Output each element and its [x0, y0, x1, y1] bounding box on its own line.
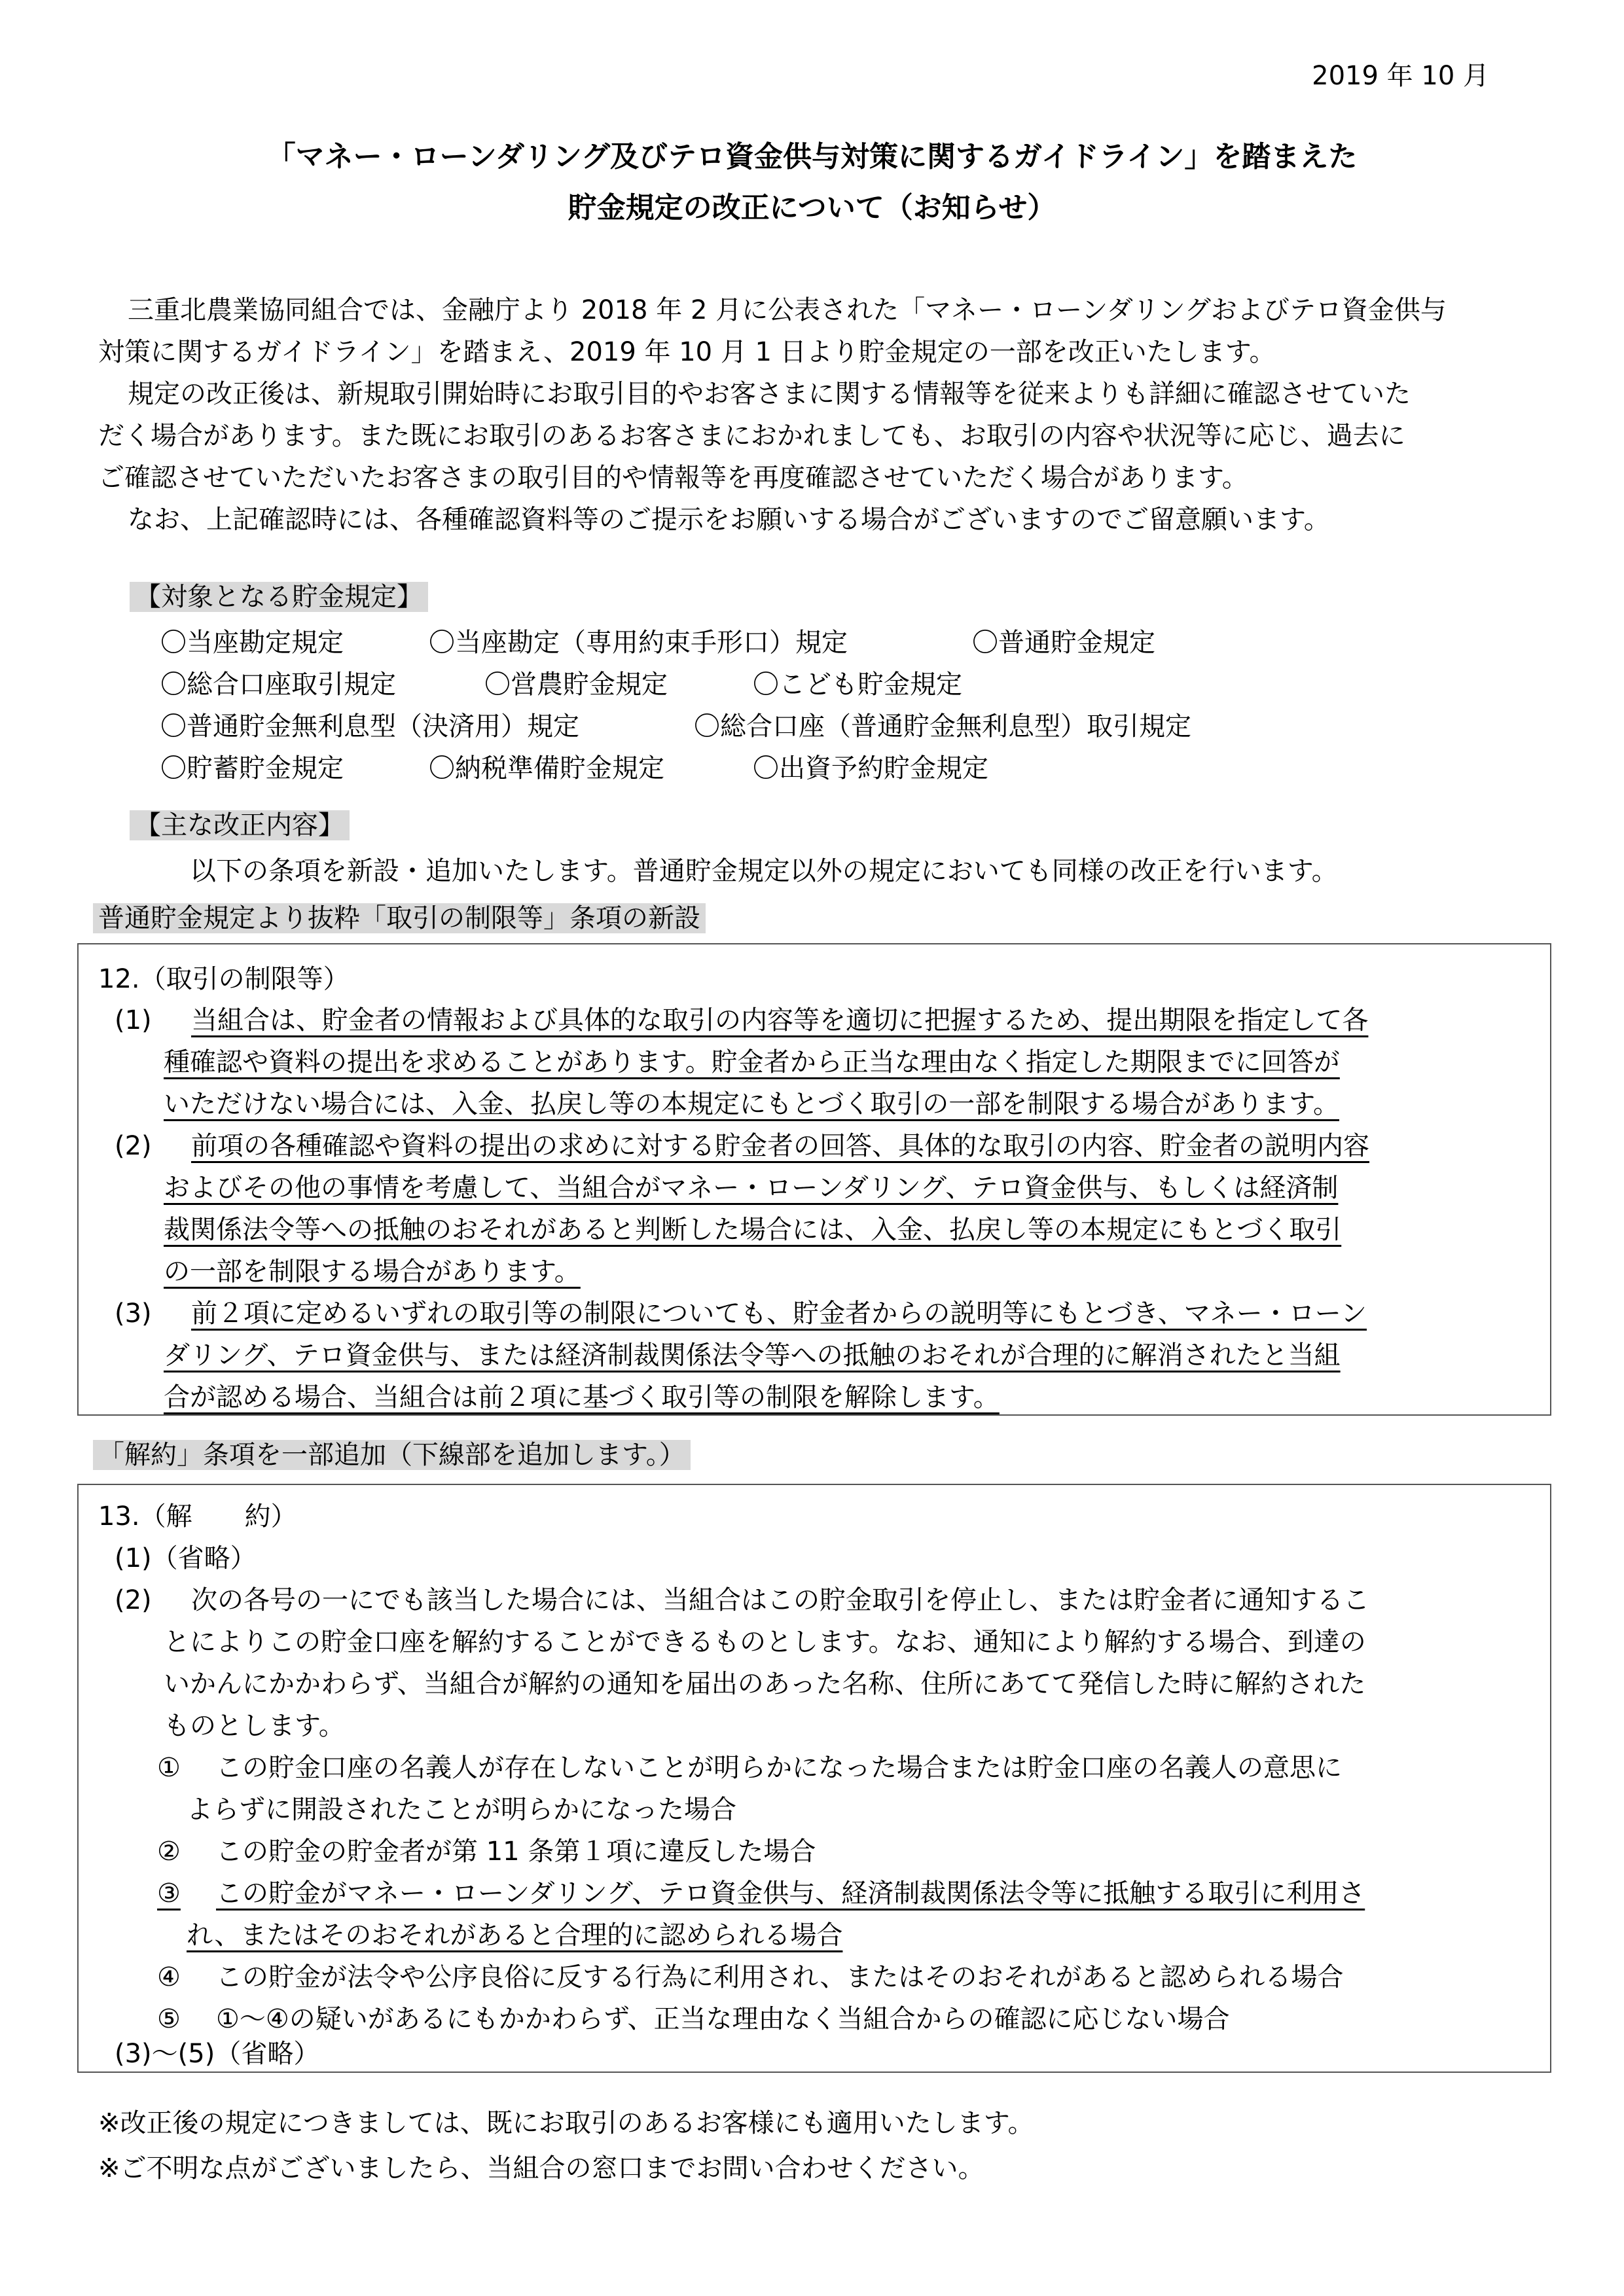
regulation-item: 〇総合口座（普通貯金無利息型）取引規定 — [694, 711, 1191, 742]
main-changes-heading: 【主な改正内容】 — [130, 810, 350, 840]
target-regulations-heading: 【対象となる貯金規定】 — [130, 582, 428, 612]
intro-p2-line1: 規定の改正後は、新規取引開始時にお取引目的やお客さまに関する情報等を従来よりも詳細に確認させていた — [128, 379, 1411, 409]
clause-text: ものとします。 — [164, 1711, 345, 1741]
regulation-item: 〇出資予約貯金規定 — [753, 753, 988, 783]
intro-p1-line2: 対策に関するガイドライン」を踏まえ、2019 年 10 月 1 日より貯金規定の一部を改正いたします。 — [98, 337, 1276, 367]
clause-text: とによりこの貯金口座を解約することができるものとします。なお、通知により解約する場合、到達の — [164, 1627, 1366, 1657]
clause-text: 当組合は、貯金者の情報および具体的な取引の内容等を適切に把握するため、提出期限を指定して各 — [191, 1005, 1369, 1035]
regulation-item: 〇普通貯金規定 — [972, 628, 1155, 658]
clause-text: いかんにかかわらず、当組合が解約の通知を届出のあった名称、住所にあてて発信した時に解約された — [164, 1669, 1366, 1699]
clause-text: ①～④の疑いがあるにもかかわらず、正当な理由なく当組合からの確認に応じない場合 — [216, 2004, 1230, 2034]
clause-text: 前２項に定めるいずれの取引等の制限についても、貯金者からの説明等にもとづき、マネー・ローン — [191, 1299, 1367, 1329]
clause-text: この貯金口座の名義人が存在しないことが明らかになった場合または貯金口座の名義人の意思に — [216, 1753, 1342, 1783]
sub-item-number: ③ — [157, 1878, 181, 1909]
sub-item-number: ⑤ — [157, 2004, 181, 2034]
regulation-item: 〇総合口座取引規定 — [160, 670, 396, 700]
clause-text: よらずに開設されたことが明らかになった場合 — [187, 1795, 736, 1825]
note-2: ※ご不明な点がございましたら、当組合の窓口までお問い合わせください。 — [98, 2153, 984, 2183]
regulation-item: 〇貯蓄貯金規定 — [160, 753, 344, 783]
clause-text: 種確認や資料の提出を求めることがあります。貯金者から正当な理由なく指定した期限までに回答が — [164, 1047, 1340, 1077]
clause-text: この貯金の貯金者が第 11 条第１項に違反した場合 — [216, 1837, 816, 1867]
item-number: (2) — [115, 1131, 152, 1161]
item-number: (3) — [115, 1299, 152, 1329]
clause-text: 裁関係法令等への抵触のおそれがあると判断した場合には、入金、払戻し等の本規定にもとづく取引 — [164, 1215, 1342, 1245]
intro-p3-line1: なお、上記確認時には、各種確認資料等のご提示をお願いする場合がございますのでご留意願います。 — [128, 505, 1330, 535]
title-line-1: 「マネー・ローンダリング及びテロ資金供与対策に関するガイドライン」を踏まえた — [266, 140, 1358, 173]
regulation-item: 〇当座勘定規定 — [160, 628, 344, 658]
clause-text: 合が認める場合、当組合は前２項に基づく取引等の制限を解除します。 — [164, 1382, 1000, 1412]
clause-text: およびその他の事情を考慮して、当組合がマネー・ローンダリング、テロ資金供与、もしくは経済制 — [164, 1173, 1339, 1203]
clause-text: いただけない場合には、入金、払戻し等の本規定にもとづく取引の一部を制限する場合があります。 — [164, 1089, 1339, 1119]
main-changes-text: 以下の条項を新設・追加いたします。普通貯金規定以外の規定においても同様の改正を行います。 — [190, 856, 1338, 886]
sub-item-number: ① — [157, 1753, 181, 1783]
note-1: ※改正後の規定につきましては、既にお取引のあるお客様にも適用いたします。 — [98, 2108, 1034, 2138]
intro-p1-line1: 三重北農業協同組合では、金融庁より 2018 年 2 月に公表された「マネー・ローンダリングおよびテロ資金供与 — [128, 295, 1447, 325]
sub-item-number: ④ — [157, 1962, 181, 1992]
section-12-heading: 普通貯金規定より抜粋「取引の制限等」条項の新設 — [93, 903, 706, 933]
section-12-title: 12.（取引の制限等） — [98, 964, 350, 994]
section-13-item-1: (1)（省略） — [115, 1543, 257, 1573]
section-13-items-3-5: (3)～(5)（省略） — [115, 2039, 320, 2069]
regulation-item: 〇普通貯金無利息型（決済用）規定 — [160, 711, 579, 742]
clause-text: の一部を制限する場合があります。 — [164, 1257, 581, 1287]
clause-text: この貯金が法令や公序良俗に反する行為に利用され、またはそのおそれがあると認められる場合 — [216, 1962, 1344, 1992]
document-date: 2019 年 10 月 — [1312, 61, 1489, 91]
section-13-heading: 「解約」条項を一部追加（下線部を追加します。） — [93, 1440, 691, 1470]
regulation-item: 〇こども貯金規定 — [753, 670, 962, 700]
regulation-item: 〇当座勘定（専用約束手形口）規定 — [429, 628, 848, 658]
clause-text: 前項の各種確認や資料の提出の求めに対する貯金者の回答、具体的な取引の内容、貯金者の説明内容 — [191, 1131, 1369, 1161]
item-number: (2) — [115, 1585, 152, 1615]
clause-text: れ、またはそのおそれがあると合理的に認められる場合 — [187, 1920, 843, 1950]
clause-text: この貯金がマネー・ローンダリング、テロ資金供与、経済制裁関係法令等に抵触する取引に利用さ — [216, 1878, 1365, 1909]
clause-text: 次の各号の一にでも該当した場合には、当組合はこの貯金取引を停止し、または貯金者に通知するこ — [191, 1585, 1369, 1615]
intro-p2-line2: だく場合があります。また既にお取引のあるお客さまにおかれましても、お取引の内容や状況等に応じ、過去に — [98, 421, 1405, 451]
sub-item-number: ② — [157, 1837, 181, 1867]
item-number: (1) — [115, 1005, 152, 1035]
intro-p2-line3: ご確認させていただいたお客さまの取引目的や情報等を再度確認させていただく場合があります。 — [98, 463, 1248, 493]
title-line-2: 貯金規定の改正について（お知らせ） — [568, 191, 1056, 224]
section-13-title: 13.（解 約） — [98, 1501, 297, 1532]
clause-text: ダリング、テロ資金供与、または経済制裁関係法令等への抵触のおそれが合理的に解消されたと当組 — [164, 1340, 1341, 1371]
regulation-item: 〇納税準備貯金規定 — [429, 753, 664, 783]
regulation-item: 〇営農貯金規定 — [484, 670, 668, 700]
